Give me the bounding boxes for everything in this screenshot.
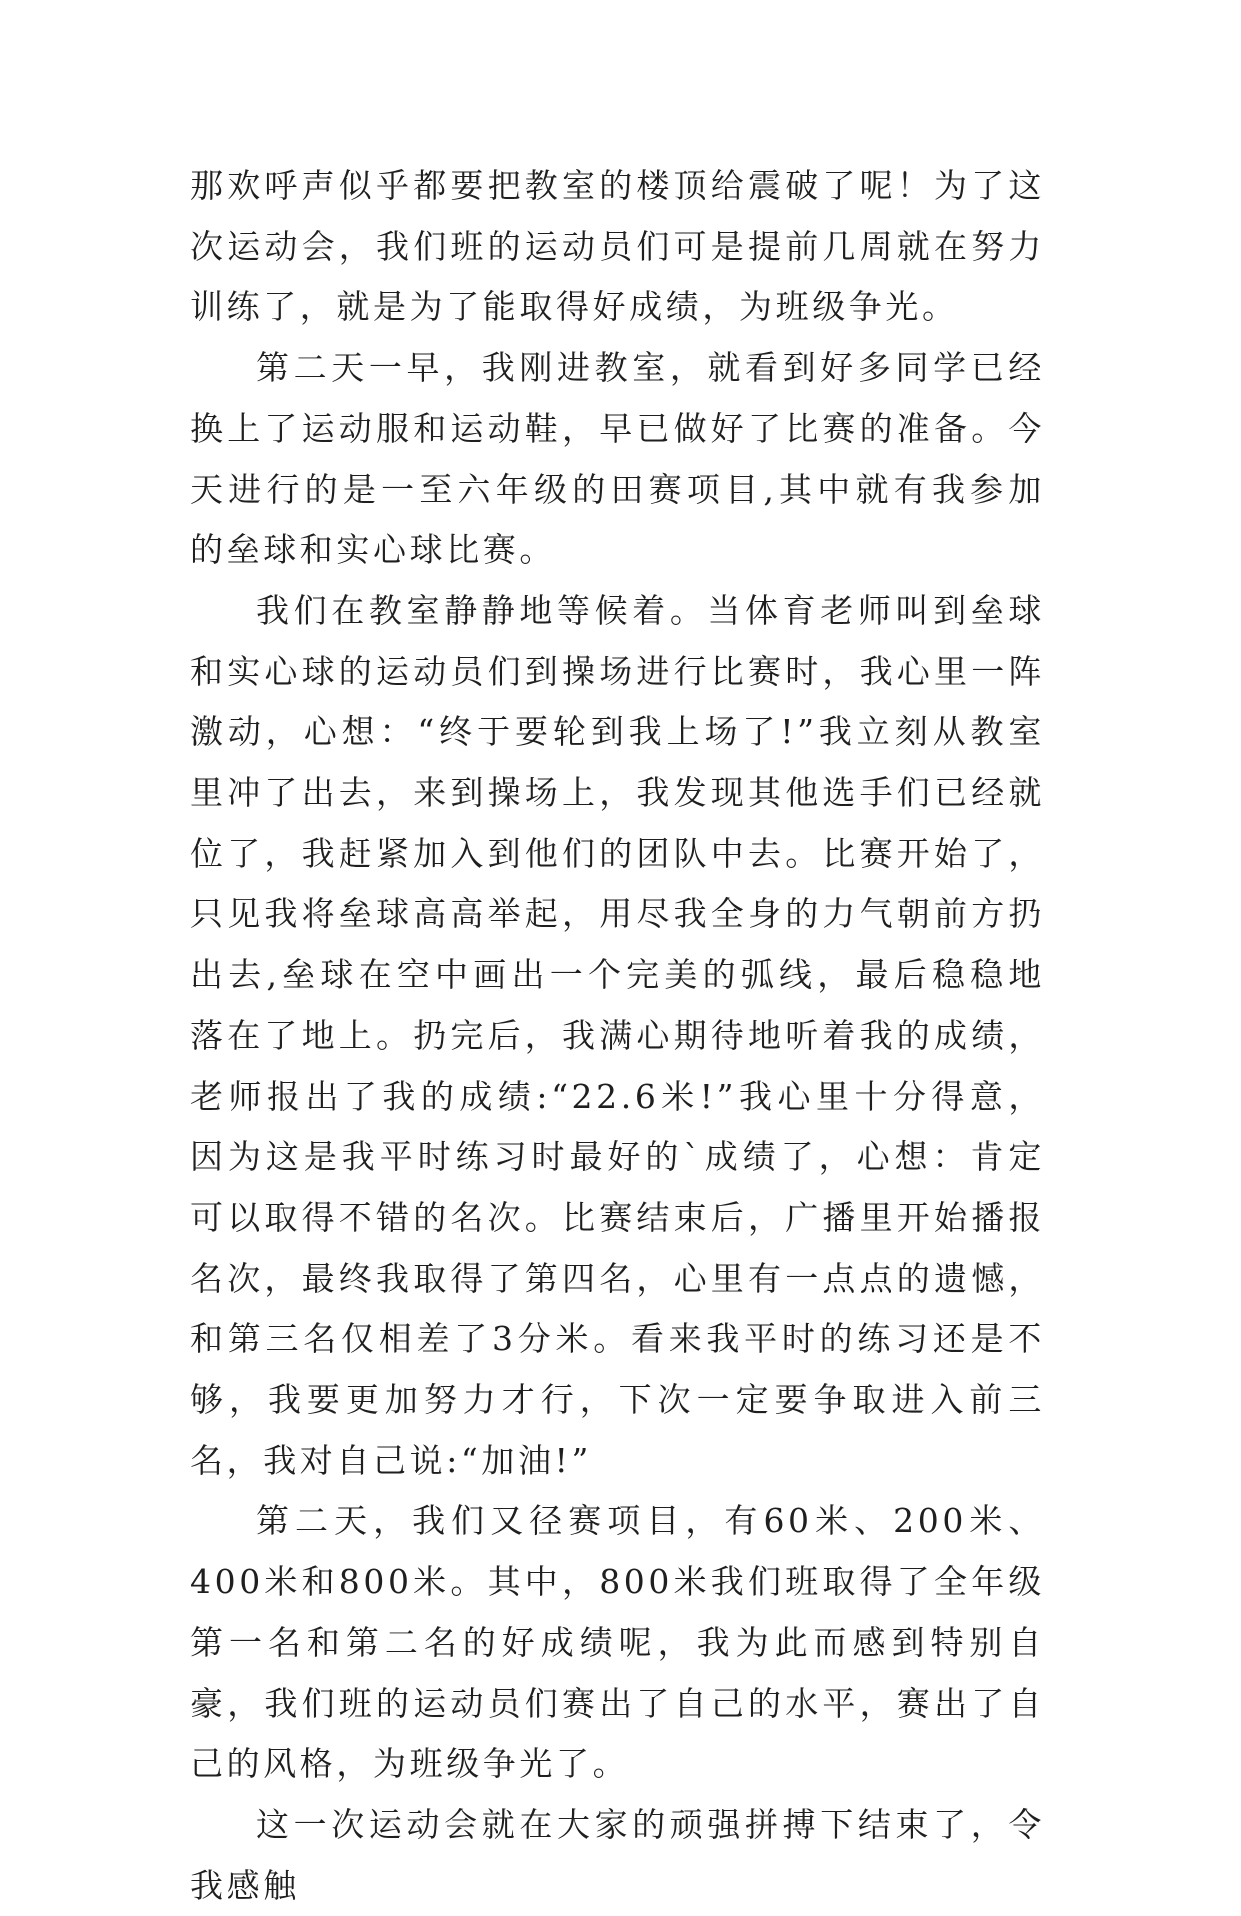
paragraph-softball-event: 我们在教室静静地等候着。当体育老师叫到垒球和实心球的运动员们到操场进行比赛时，我心里一阵激动，心想：“终于要轮到我上场了!”我立刻从教室里冲了出去，来到操场上，我发现其他选手们已经就位了，我赶紧加入到他们的团队中去。比赛开始了，只见我将垒球高高举起，用尽我全身的力气朝前方扔出去,垒球在空中画出一个完美的弧线，最后稳稳地落在了地上。扔完后，我满心期待地听着我的成绩，老师报出了我的成绩:“22.6米!”我心里十分得意，因为这是我平时练习时最好的`成绩了，心想：肯定可以取得不错的名次。比赛结束后，广播里开始播报名次，最终我取得了第四名，心里有一点点的遗憾，和第三名仅相差了3分米。看来我平时的练习还是不够，我要更加努力才行，下次一定要争取进入前三名，我对自己说:“加油!” (190, 590, 1045, 1480)
paragraph-morning-preparation: 第二天一早，我刚进教室，就看到好多同学已经换上了运动服和运动鞋，早已做好了比赛的准备。今天进行的是一至六年级的田赛项目,其中就有我参加的垒球和实心球比赛。 (190, 348, 1045, 570)
paragraph-conclusion: 这一次运动会就在大家的顽强拼搏下结束了，令我感触 (190, 1804, 1045, 1905)
paragraph-track-events: 第二天，我们又径赛项目，有60米、200米、400米和800米。其中，800米我们班取得了全年级第一名和第二名的好成绩呢，我为此而感到特别自豪，我们班的运动员们赛出了自己的水平，赛出了自己的风格，为班级争光了。 (190, 1501, 1045, 1784)
paragraph-continuation: 那欢呼声似乎都要把教室的楼顶给震破了呢！为了这次运动会，我们班的运动员们可是提前几周就在努力训练了，就是为了能取得好成绩，为班级争光。 (190, 166, 1045, 327)
document-body (190, 156, 1045, 1916)
